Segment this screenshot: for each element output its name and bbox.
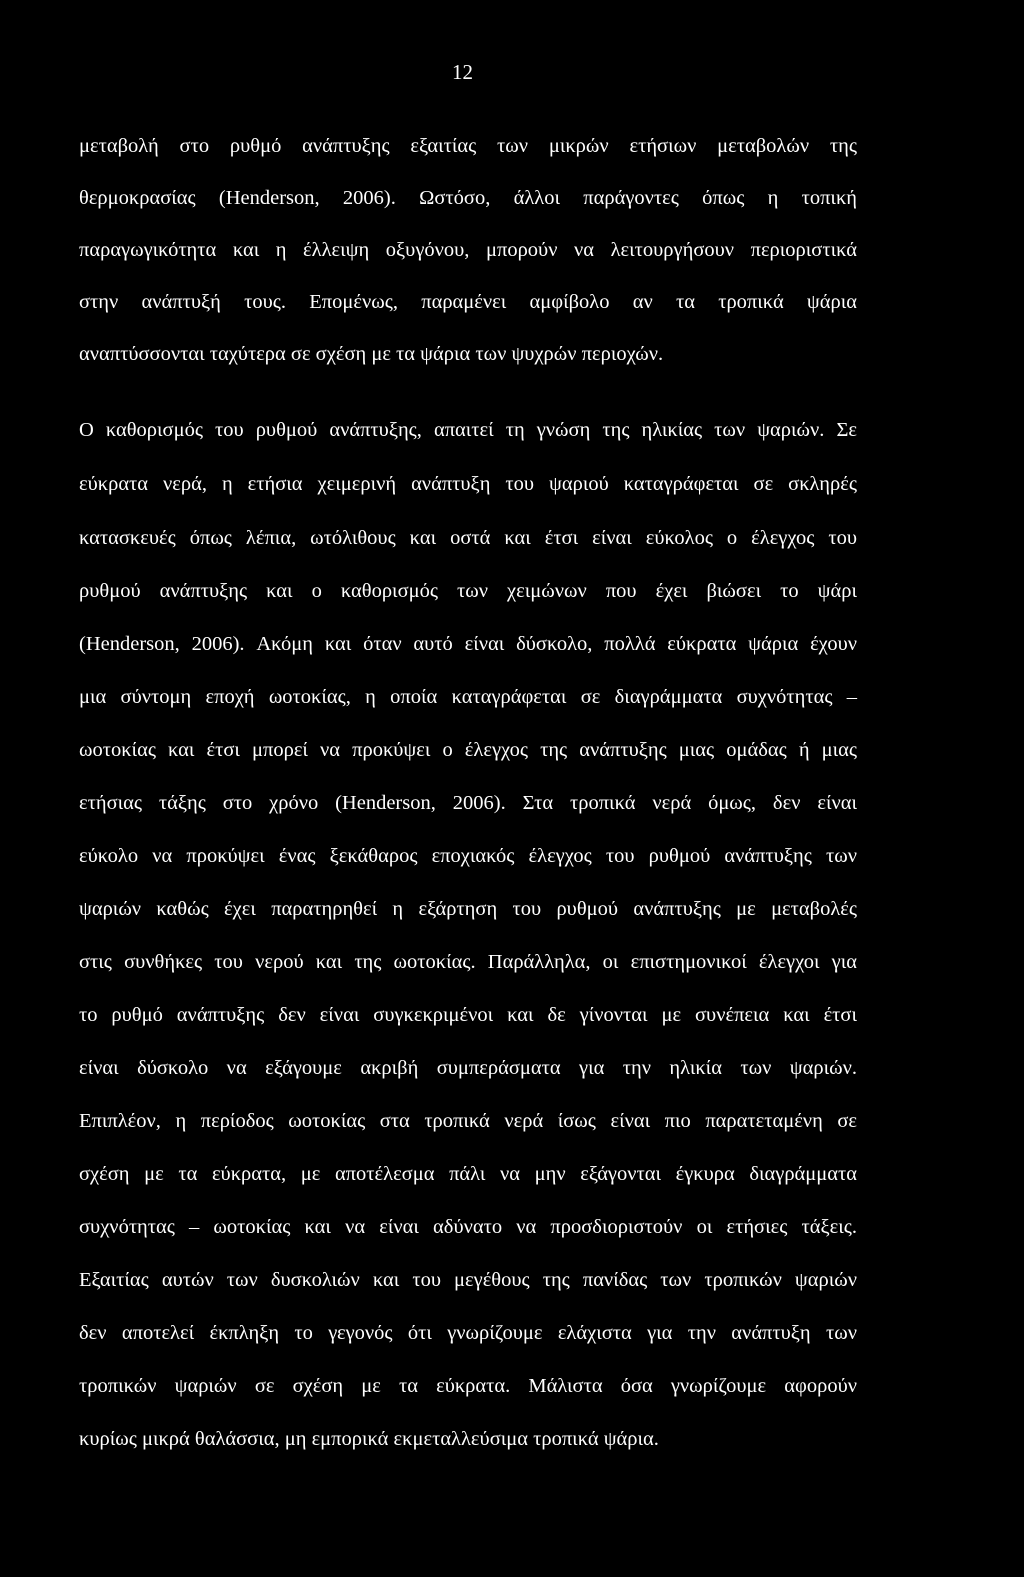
text-line: κυρίως μικρά θαλάσσια, μη εμπορικά εκμεταλλεύσιμα τροπικά ψάρια.	[79, 1428, 659, 1450]
text-line: αναπτύσσονται ταχύτερα σε σχέση με τα ψάρια των ψυχρών περιοχών.	[79, 343, 664, 365]
text-line: το ρυθμό ανάπτυξης δεν είναι συγκεκριμένοι και δε γίνονται με συνέπεια και έτσι	[79, 1004, 857, 1026]
text-line: είναι δύσκολο να εξάγουμε ακριβή συμπεράσματα για την ηλικία των ψαριών.	[79, 1057, 857, 1079]
text-line: μεταβολή στο ρυθμό ανάπτυξης εξαιτίας των μικρών ετήσιων μεταβολών της	[79, 135, 857, 157]
text-line: συχνότητας – ωοτοκίας και να είναι αδύνατο να προσδιοριστούν οι ετήσιες τάξεις.	[79, 1216, 857, 1238]
text-line: (Henderson, 2006). Ακόμη και όταν αυτό είναι δύσκολο, πολλά εύκρατα ψάρια έχουν	[79, 633, 857, 655]
text-line: μια σύντομη εποχή ωοτοκίας, η οποία καταγράφεται σε διαγράμματα συχνότητας –	[79, 686, 857, 708]
page-number: 12	[452, 60, 473, 84]
text-line: δεν αποτελεί έκπληξη το γεγονός ότι γνωρίζουμε ελάχιστα για την ανάπτυξη των	[79, 1322, 857, 1344]
text-line: ετήσιας τάξης στο χρόνο (Henderson, 2006). Στα τροπικά νερά όμως, δεν είναι	[79, 792, 857, 814]
text-line: εύκολο να προκύψει ένας ξεκάθαρος εποχιακός έλεγχος του ρυθμού ανάπτυξης των	[79, 845, 857, 867]
text-line: ωοτοκίας και έτσι μπορεί να προκύψει ο έλεγχος της ανάπτυξης μιας ομάδας ή μιας	[79, 739, 857, 761]
text-line: ρυθμού ανάπτυξης και ο καθορισμός των χειμώνων που έχει βιώσει το ψάρι	[79, 580, 857, 602]
text-line: Επιπλέον, η περίοδος ωοτοκίας στα τροπικά νερά ίσως είναι πιο παρατεταμένη σε	[79, 1110, 857, 1132]
text-line: Ο καθορισμός του ρυθμού ανάπτυξης, απαιτεί τη γνώση της ηλικίας των ψαριών. Σε	[79, 419, 857, 441]
text-line: σχέση με τα εύκρατα, με αποτέλεσμα πάλι να μην εξάγονται έγκυρα διαγράμματα	[79, 1163, 857, 1185]
text-line: παραγωγικότητα και η έλλειψη οξυγόνου, μπορούν να λειτουργήσουν περιοριστικά	[79, 239, 857, 261]
text-line: θερμοκρασίας (Henderson, 2006). Ωστόσο, άλλοι παράγοντες όπως η τοπική	[79, 187, 857, 209]
text-line: κατασκευές όπως λέπια, ωτόλιθους και οστά και έτσι είναι εύκολος ο έλεγχος του	[79, 527, 857, 549]
text-line: εύκρατα νερά, η ετήσια χειμερινή ανάπτυξη του ψαριού καταγράφεται σε σκληρές	[79, 473, 857, 495]
text-line: τροπικών ψαριών σε σχέση με τα εύκρατα. Μάλιστα όσα γνωρίζουμε αφορούν	[79, 1375, 857, 1397]
text-line: Εξαιτίας αυτών των δυσκολιών και του μεγέθους της πανίδας των τροπικών ψαριών	[79, 1269, 857, 1291]
text-line: στις συνθήκες του νερού και της ωοτοκίας. Παράλληλα, οι επιστημονικοί έλεγχοι για	[79, 951, 857, 973]
text-line: ψαριών καθώς έχει παρατηρηθεί η εξάρτηση του ρυθμού ανάπτυξης με μεταβολές	[79, 898, 857, 920]
text-line: στην ανάπτυξή τους. Επομένως, παραμένει αμφίβολο αν τα τροπικά ψάρια	[79, 291, 857, 313]
